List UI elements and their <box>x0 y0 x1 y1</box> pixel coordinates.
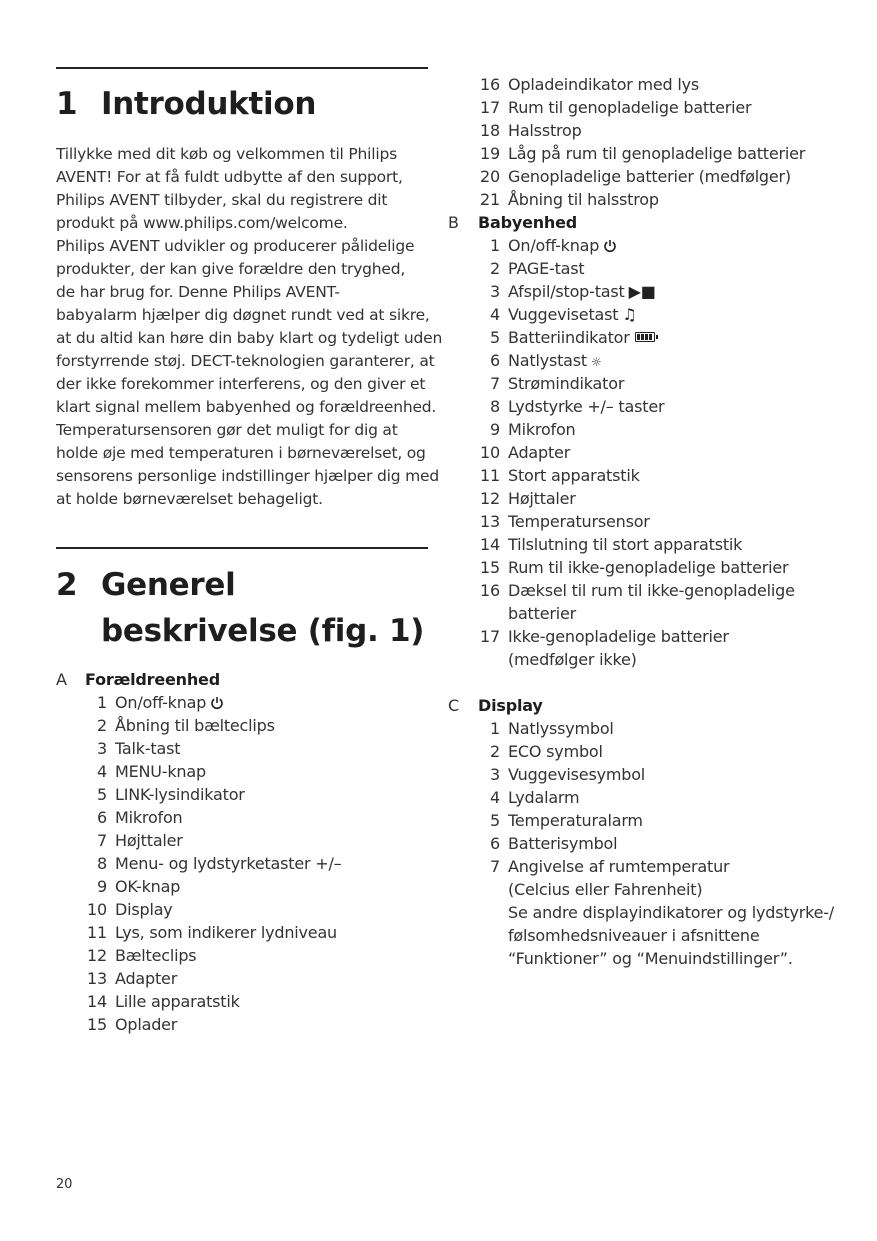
item-label <box>508 464 640 487</box>
item-text: Vuggevisesymbol <box>508 765 646 784</box>
list-item <box>478 303 877 326</box>
item-label <box>508 142 805 165</box>
item-text: OK-knap <box>115 877 181 896</box>
item-number: 3 <box>97 739 107 758</box>
item-number: 14 <box>87 992 107 1011</box>
item-number: 4 <box>97 762 107 781</box>
right-column <box>448 73 848 970</box>
item-text: Temperatursensor <box>508 512 650 531</box>
item-text: Afspil/stop-tast <box>508 282 625 301</box>
section2-number: 2 <box>56 567 78 603</box>
intro-line: holde øje med temperaturen i børneværelset, og <box>56 444 426 462</box>
item-label <box>115 967 177 990</box>
item-number: 12 <box>87 946 107 965</box>
list-item-continuation <box>478 924 877 947</box>
item-number: 4 <box>490 305 500 324</box>
item-text: Batteriindikator <box>508 328 630 347</box>
group-b-letter: B <box>448 213 459 232</box>
list-item <box>478 740 877 763</box>
item-number: 7 <box>97 831 107 850</box>
list-item <box>85 714 465 737</box>
list-item <box>478 717 877 740</box>
intro-line: forstyrrende støj. DECT-teknologien garanterer, at <box>56 352 435 370</box>
item-text: Adapter <box>115 969 178 988</box>
nightlight-icon: ☼ <box>591 355 602 369</box>
item-number: 16 <box>480 581 500 600</box>
item-label <box>115 852 341 875</box>
list-item <box>478 510 877 533</box>
item-number: 4 <box>490 788 500 807</box>
item-text: Højttaler <box>508 489 576 508</box>
item-text: Højttaler <box>115 831 183 850</box>
item-label <box>115 990 240 1013</box>
item-label <box>508 487 576 510</box>
item-text: Opladeindikator med lys <box>508 75 700 94</box>
item-label <box>508 441 570 464</box>
page-number: 20 <box>56 1177 73 1192</box>
item-text: Halsstrop <box>508 121 582 140</box>
item-text: følsomhedsniveauer i afsnittene <box>508 926 760 945</box>
list-item <box>478 234 877 257</box>
item-text: Tilslutning til stort apparatstik <box>508 535 743 554</box>
intro-line: Philips AVENT tilbyder, skal du registrere dit <box>56 191 388 209</box>
item-number: 5 <box>97 785 107 804</box>
item-text: Dæksel til rum til ikke-genopladelige <box>508 581 795 600</box>
group-a-heading <box>56 668 436 691</box>
list-item <box>478 579 877 602</box>
item-number: 6 <box>490 351 500 370</box>
list-item <box>85 875 465 898</box>
group-c-heading <box>448 694 848 717</box>
group-b-heading <box>448 211 848 234</box>
group-a-letter: A <box>56 670 67 689</box>
group-b-items <box>478 234 877 671</box>
item-label <box>508 855 729 878</box>
section2-title-line2: beskrivelse (fig. 1) <box>101 613 425 649</box>
item-text: Åbning til bælteclips <box>115 716 275 735</box>
list-item <box>478 188 877 211</box>
group-c-letter: C <box>448 696 459 715</box>
item-text: Lydstyrke +/– taster <box>508 397 665 416</box>
intro-line: at du altid kan høre din baby klart og tydeligt uden <box>56 329 443 347</box>
item-number: 9 <box>97 877 107 896</box>
item-number: 14 <box>480 535 500 554</box>
group-b-title: Babyenhed <box>478 213 578 232</box>
item-number: 21 <box>480 190 500 209</box>
item-label <box>115 1013 177 1036</box>
item-label <box>508 625 729 648</box>
music-note-icon: ♫ <box>622 305 637 324</box>
list-item <box>478 809 877 832</box>
list-item <box>85 806 465 829</box>
power-icon <box>603 239 617 253</box>
item-text: Åbning til halsstrop <box>508 190 659 209</box>
item-label <box>115 691 224 714</box>
list-item <box>478 855 877 878</box>
item-text: Menu- og lydstyrketaster +/– <box>115 854 342 873</box>
list-item <box>478 832 877 855</box>
list-item <box>85 829 465 852</box>
item-number: 20 <box>480 167 500 186</box>
item-number: 1 <box>490 236 500 255</box>
list-item <box>85 691 465 714</box>
group-a-items <box>85 691 465 1036</box>
item-number: 13 <box>480 512 500 531</box>
item-text: Vuggevisetast <box>508 305 619 324</box>
item-number: 19 <box>480 144 500 163</box>
item-label <box>115 783 245 806</box>
item-text: MENU-knap <box>115 762 206 781</box>
list-item <box>85 760 465 783</box>
item-label <box>508 73 699 96</box>
item-text: Natlyssymbol <box>508 719 614 738</box>
item-text: PAGE-tast <box>508 259 585 278</box>
list-item <box>478 464 877 487</box>
item-label <box>508 303 637 326</box>
item-number: 2 <box>490 259 500 278</box>
item-text: Lille apparatstik <box>115 992 240 1011</box>
item-number: 7 <box>490 857 500 876</box>
intro-line: babyalarm hjælper dig døgnet rundt ved at sikre, <box>56 306 430 324</box>
item-text: batterier <box>508 604 576 623</box>
item-text: Rum til genopladelige batterier <box>508 98 752 117</box>
item-text: Adapter <box>508 443 571 462</box>
item-label <box>508 832 617 855</box>
list-item <box>85 990 465 1013</box>
intro-line: Tillykke med dit køb og velkommen til Philips <box>56 145 397 163</box>
item-text: Display <box>115 900 173 919</box>
item-label <box>508 188 659 211</box>
item-label <box>115 737 180 760</box>
item-number: 1 <box>490 719 500 738</box>
item-text: (medfølger ikke) <box>508 650 637 669</box>
item-label <box>508 418 576 441</box>
item-text: Lydalarm <box>508 788 580 807</box>
item-label <box>508 257 584 280</box>
item-label <box>115 714 275 737</box>
item-text: Talk-tast <box>115 739 181 758</box>
group-a-items-continued <box>478 73 877 211</box>
item-text: Ikke-genopladelige batterier <box>508 627 729 646</box>
intro-line: de har brug for. Denne Philips AVENT- <box>56 283 340 301</box>
section1-rule <box>56 67 428 69</box>
list-item <box>478 142 877 165</box>
intro-line: produkter, der kan give forældre den tryghed, <box>56 260 406 278</box>
list-item <box>478 349 877 372</box>
item-text: Stort apparatstik <box>508 466 640 485</box>
item-number: 17 <box>480 98 500 117</box>
item-label <box>115 875 180 898</box>
item-label <box>115 898 173 921</box>
item-label <box>115 760 206 783</box>
item-number: 10 <box>87 900 107 919</box>
item-label <box>508 579 795 602</box>
item-label <box>508 349 602 374</box>
item-label <box>508 740 603 763</box>
item-number: 18 <box>480 121 500 140</box>
item-label <box>508 763 645 786</box>
power-icon <box>210 696 224 710</box>
list-item-continuation <box>478 947 877 970</box>
list-item <box>478 257 877 280</box>
item-number: 3 <box>490 765 500 784</box>
item-text: ECO symbol <box>508 742 603 761</box>
item-text: Rum til ikke-genopladelige batterier <box>508 558 789 577</box>
section1-number: 1 <box>56 86 78 122</box>
item-number: 1 <box>97 693 107 712</box>
list-item <box>478 487 877 510</box>
item-number: 6 <box>490 834 500 853</box>
item-label <box>508 119 582 142</box>
item-text: Mikrofon <box>115 808 183 827</box>
list-item <box>478 326 877 349</box>
section2-rule <box>56 547 428 549</box>
item-number: 16 <box>480 75 500 94</box>
item-label <box>508 234 617 257</box>
item-number: 7 <box>490 374 500 393</box>
item-text: Temperaturalarm <box>508 811 643 830</box>
item-text: Strømindikator <box>508 374 625 393</box>
item-text: Se andre displayindikatorer og lydstyrke-/ <box>508 903 834 922</box>
item-number: 5 <box>490 328 500 347</box>
item-number: 3 <box>490 282 500 301</box>
list-item <box>478 372 877 395</box>
item-label <box>508 510 650 533</box>
item-label <box>115 944 196 967</box>
item-text: Bælteclips <box>115 946 197 965</box>
play-stop-icon: ▶■ <box>628 282 656 301</box>
group-a-title: Forældreenhed <box>85 670 220 689</box>
item-label <box>508 533 742 556</box>
item-number: 17 <box>480 627 500 646</box>
group-c-items <box>478 717 877 970</box>
item-label <box>508 809 643 832</box>
intro-paragraph <box>56 143 443 511</box>
intro-line: sensorens personlige indstillinger hjælper dig med <box>56 467 439 485</box>
item-number: 2 <box>97 716 107 735</box>
list-item <box>478 119 877 142</box>
item-label <box>508 280 656 303</box>
group-a-list <box>56 668 436 1036</box>
item-text: Natlystast <box>508 351 587 370</box>
item-text: Mikrofon <box>508 420 576 439</box>
list-item <box>478 165 877 188</box>
item-number: 15 <box>87 1015 107 1034</box>
intro-line: at holde børneværelset behageligt. <box>56 490 323 508</box>
list-item <box>478 763 877 786</box>
item-text: “Funktioner” og “Menuindstillinger”. <box>508 949 793 968</box>
group-c-title: Display <box>478 696 543 715</box>
list-item <box>85 1013 465 1036</box>
list-item <box>478 418 877 441</box>
section1-heading <box>56 81 436 127</box>
intro-line: produkt på www.philips.com/welcome. <box>56 214 348 232</box>
item-label <box>115 806 183 829</box>
intro-line: Philips AVENT udvikler og producerer pålidelige <box>56 237 415 255</box>
item-label <box>508 372 624 395</box>
list-item <box>478 533 877 556</box>
list-item <box>478 556 877 579</box>
list-item <box>85 898 465 921</box>
list-item <box>85 852 465 875</box>
item-text: Genopladelige batterier (medfølger) <box>508 167 791 186</box>
list-item <box>85 783 465 806</box>
item-label <box>508 165 791 188</box>
item-number: 6 <box>97 808 107 827</box>
item-label <box>508 326 655 349</box>
item-label <box>115 921 337 944</box>
item-number: 8 <box>97 854 107 873</box>
list-item <box>478 625 877 648</box>
item-text: Låg på rum til genopladelige batterier <box>508 144 806 163</box>
list-item <box>85 967 465 990</box>
list-item <box>478 96 877 119</box>
item-number: 2 <box>490 742 500 761</box>
item-number: 9 <box>490 420 500 439</box>
battery-icon <box>635 332 655 342</box>
item-label <box>508 96 751 119</box>
item-number: 5 <box>490 811 500 830</box>
item-text: On/off-knap <box>115 693 207 712</box>
list-item <box>478 786 877 809</box>
item-number: 11 <box>480 466 500 485</box>
section2-heading <box>56 562 436 654</box>
list-item-continuation <box>478 602 877 625</box>
list-item <box>85 944 465 967</box>
list-item <box>85 921 465 944</box>
item-label <box>508 556 788 579</box>
item-label <box>115 829 183 852</box>
intro-line: klart signal mellem babyenhed og forældreenhed. <box>56 398 437 416</box>
intro-line: AVENT! For at få fuldt udbytte af den support, <box>56 168 403 186</box>
item-number: 11 <box>87 923 107 942</box>
list-item <box>478 280 877 303</box>
item-label <box>508 717 614 740</box>
list-item <box>85 737 465 760</box>
section2-title-line1: Generel <box>101 567 236 603</box>
item-text: LINK-lysindikator <box>115 785 245 804</box>
item-text: (Celcius eller Fahrenheit) <box>508 880 703 899</box>
item-text: On/off-knap <box>508 236 600 255</box>
item-label <box>508 786 579 809</box>
list-item-continuation <box>478 648 877 671</box>
intro-line: Temperatursensoren gør det muligt for dig at <box>56 421 398 439</box>
item-text: Batterisymbol <box>508 834 618 853</box>
intro-line: der ikke forekommer interferens, og den giver et <box>56 375 426 393</box>
list-item <box>478 73 877 96</box>
item-number: 13 <box>87 969 107 988</box>
item-number: 10 <box>480 443 500 462</box>
item-text: Oplader <box>115 1015 178 1034</box>
list-item-continuation <box>478 901 877 924</box>
item-number: 12 <box>480 489 500 508</box>
list-item <box>478 441 877 464</box>
item-number: 15 <box>480 558 500 577</box>
section1-title: Introduktion <box>101 86 317 122</box>
item-label <box>508 395 664 418</box>
list-item-continuation <box>478 878 877 901</box>
item-text: Angivelse af rumtemperatur <box>508 857 730 876</box>
item-number: 8 <box>490 397 500 416</box>
item-text: Lys, som indikerer lydniveau <box>115 923 337 942</box>
list-item <box>478 395 877 418</box>
